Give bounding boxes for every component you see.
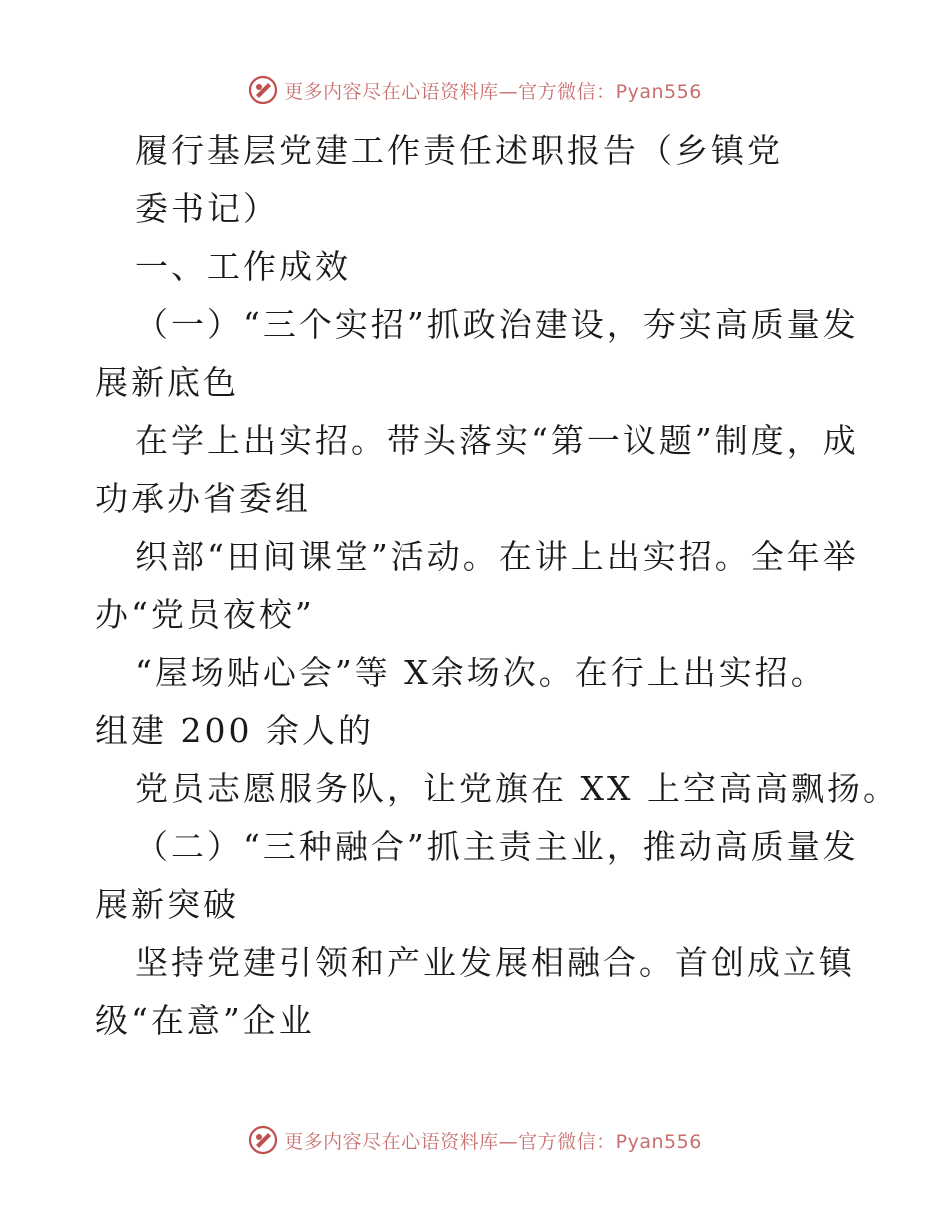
paragraph-2-line-2: 办“党员夜校”: [95, 595, 315, 634]
doc-title-line-1: 履行基层党建工作责任述职报告（乡镇党: [135, 131, 783, 170]
subheading-1-line-2: 展新底色: [95, 363, 239, 402]
paragraph-1-line-2: 功承办省委组: [95, 479, 311, 518]
paragraph-3-line-1: “屋场贴心会”等 X余场次。在行上出实招。: [135, 653, 827, 692]
document-body: [95, 122, 899, 1050]
red-stamp-logo-icon: [248, 1125, 278, 1155]
paragraph-5-line-2: 级“在意”企业: [95, 1001, 315, 1040]
paragraph-2-line-1: 织部“田间课堂”活动。在讲上出实招。全年举: [135, 537, 859, 576]
paragraph-1-line-1: 在学上出实招。带头落实“第一议题”制度，成: [135, 421, 859, 460]
paragraph-5-line-1: 坚持党建引领和产业发展相融合。首创成立镇: [135, 943, 855, 982]
red-stamp-logo-icon: [248, 75, 278, 105]
paragraph-4-line-1: 党员志愿服务队，让党旗在 XX 上空高高飘扬。: [135, 769, 899, 808]
doc-title-line-2: 委书记）: [135, 189, 279, 228]
subheading-2-line-1: （二）“三种融合”抓主责主业，推动高质量发: [135, 827, 859, 866]
header-watermark: [0, 70, 950, 110]
section-heading: 一、工作成效: [135, 247, 351, 286]
paragraph-3-line-2: 组建 200 余人的: [95, 711, 374, 750]
subheading-1-line-1: （一）“三个实招”抓政治建设，夯实高质量发: [135, 305, 859, 344]
footer-watermark: [0, 1120, 950, 1160]
subheading-2-line-2: 展新突破: [95, 885, 239, 924]
header-watermark-text: 更多内容尽在心语资料库—官方微信：Pyan556: [284, 80, 702, 103]
footer-watermark-text: 更多内容尽在心语资料库—官方微信：Pyan556: [284, 1130, 702, 1153]
